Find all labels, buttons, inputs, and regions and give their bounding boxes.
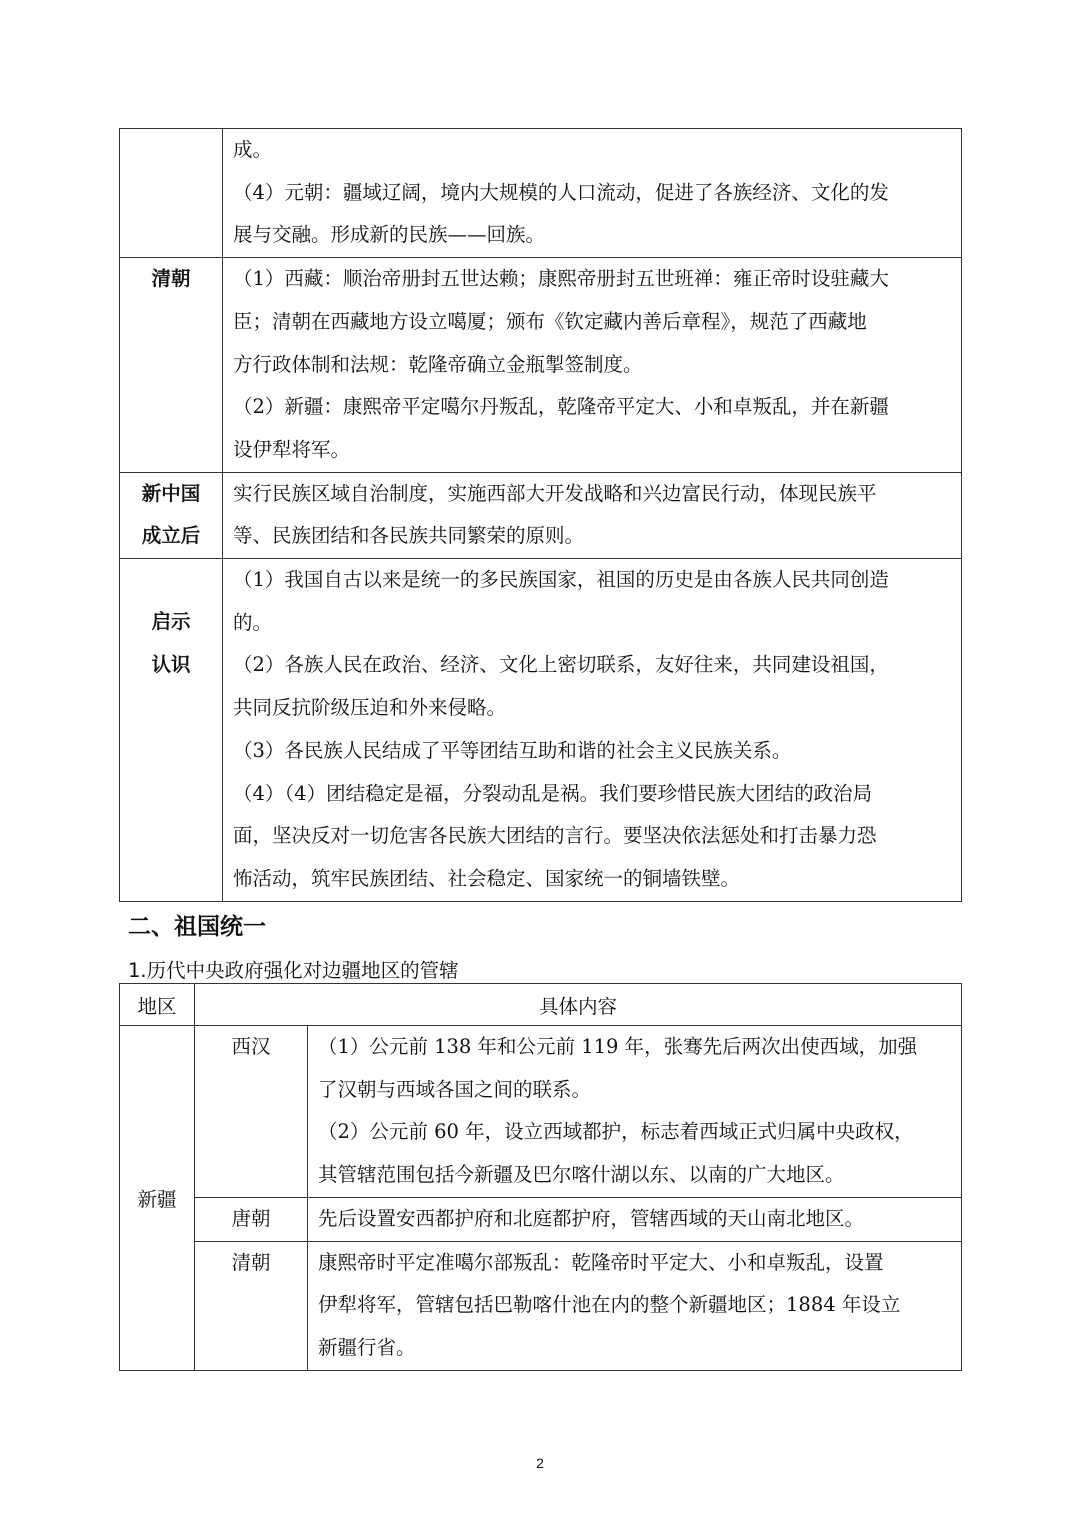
text-line: 康熙帝时平定准噶尔部叛乱：乾隆帝时平定大、小和卓叛乱，设置: [318, 1250, 884, 1274]
text-line: 展与交融。形成新的民族——回族。: [233, 223, 546, 247]
label-cell: [120, 559, 223, 902]
header-cell: 地区: [120, 984, 195, 1026]
dynasty-cell: [195, 1197, 308, 1241]
region-cell: 新疆: [120, 1026, 195, 1371]
text-line: （2）各族人民在政治、经济、文化上密切联系，友好往来，共同建设祖国，: [233, 653, 889, 677]
page-number: 2: [536, 1455, 544, 1471]
text-line: 伊犁将军，管辖包括巴勒喀什池在内的整个新疆地区；1884 年设立: [318, 1293, 901, 1317]
text-line: 成。: [233, 138, 273, 161]
header-cell: 具体内容: [195, 984, 962, 1026]
dynasty-label: 清朝: [231, 1250, 271, 1274]
content-cell: [308, 1026, 962, 1198]
text-line: 其管辖范围包括今新疆及巴尔喀什湖以东、以南的广大地区。: [318, 1163, 845, 1187]
text-line: 等、民族团结和各民族共同繁荣的原则。: [233, 524, 585, 548]
content-cell: [308, 1197, 962, 1241]
label-cell: [120, 472, 223, 558]
dynasty-cell: [195, 1241, 308, 1370]
text-line: （4）元朝：疆域辽阔，境内大规模的人口流动，促进了各族经济、文化的发: [233, 180, 889, 204]
content-cell: [223, 472, 962, 558]
dynasty-cell: [195, 1026, 308, 1198]
row-label: 启示: [151, 610, 191, 634]
text-line: 面，坚决反对一切危害各民族大团结的言行。要坚决依法惩处和打击暴力恐: [233, 824, 877, 848]
text-line: （2）公元前 60 年，设立西域都护，标志着西域正式归属中央政权，: [318, 1120, 914, 1144]
text-line: （1）我国自古以来是统一的多民族国家，祖国的历史是由各族人民共同创造: [233, 568, 889, 592]
row-label: 成立后: [141, 524, 201, 548]
label-cell: [120, 129, 223, 258]
text-line: 实行民族区域自治制度，实施西部大开发战略和兴边富民行动，体现民族平: [233, 481, 877, 505]
text-line: （2）新疆：康熙帝平定噶尔丹叛乱，乾隆帝平定大、小和卓叛乱，并在新疆: [233, 395, 889, 419]
text-line: 共同反抗阶级压迫和外来侵略。: [233, 696, 507, 720]
text-line: 方行政体制和法规：乾隆帝确立金瓶掣签制度。: [233, 352, 643, 376]
label-cell: [120, 258, 223, 473]
content-cell: [223, 129, 962, 258]
row-label: 清朝: [151, 267, 191, 291]
text-line: 的。: [233, 610, 273, 634]
border-governance-table: [119, 983, 962, 1371]
subsection-title: 1.历代中央政府强化对边疆地区的管辖: [128, 959, 459, 982]
dynasty-label: 西汉: [231, 1035, 271, 1058]
content-cell: [223, 258, 962, 473]
content-cell: [308, 1241, 962, 1370]
ethnic-policy-table: [119, 128, 962, 902]
text-line: 了汉朝与西域各国之间的联系。: [318, 1077, 592, 1101]
row-label: 认识: [151, 652, 191, 676]
text-line: 怖活动，筑牢民族团结、社会稳定、国家统一的铜墙铁壁。: [233, 866, 741, 890]
text-line: 臣；清朝在西藏地方设立噶厦；颁布《钦定藏内善后章程》，规范了西藏地: [233, 309, 867, 333]
section-title: 二、祖国统一: [128, 914, 266, 940]
content-cell: [223, 559, 962, 902]
dynasty-label: 唐朝: [231, 1206, 271, 1230]
text-line: （1）公元前 138 年和公元前 119 年，张骞先后两次出使西域，加强: [318, 1035, 918, 1058]
row-label: 新中国: [141, 481, 201, 505]
text-line: （3）各民族人民结成了平等团结互助和谐的社会主义民族关系。: [233, 738, 792, 762]
text-line: 先后设置安西都护府和北庭都护府，管辖西域的天山南北地区。: [318, 1206, 865, 1230]
text-line: 设伊犁将军。: [233, 437, 351, 461]
text-line: 新疆行省。: [318, 1335, 416, 1359]
text-line: （4）（4）团结稳定是福，分裂动乱是祸。我们要珍惜民族大团结的政治局: [233, 781, 873, 805]
text-line: （1）西藏：顺治帝册封五世达赖；康熙帝册封五世班禅：雍正帝时设驻藏大: [233, 267, 889, 291]
